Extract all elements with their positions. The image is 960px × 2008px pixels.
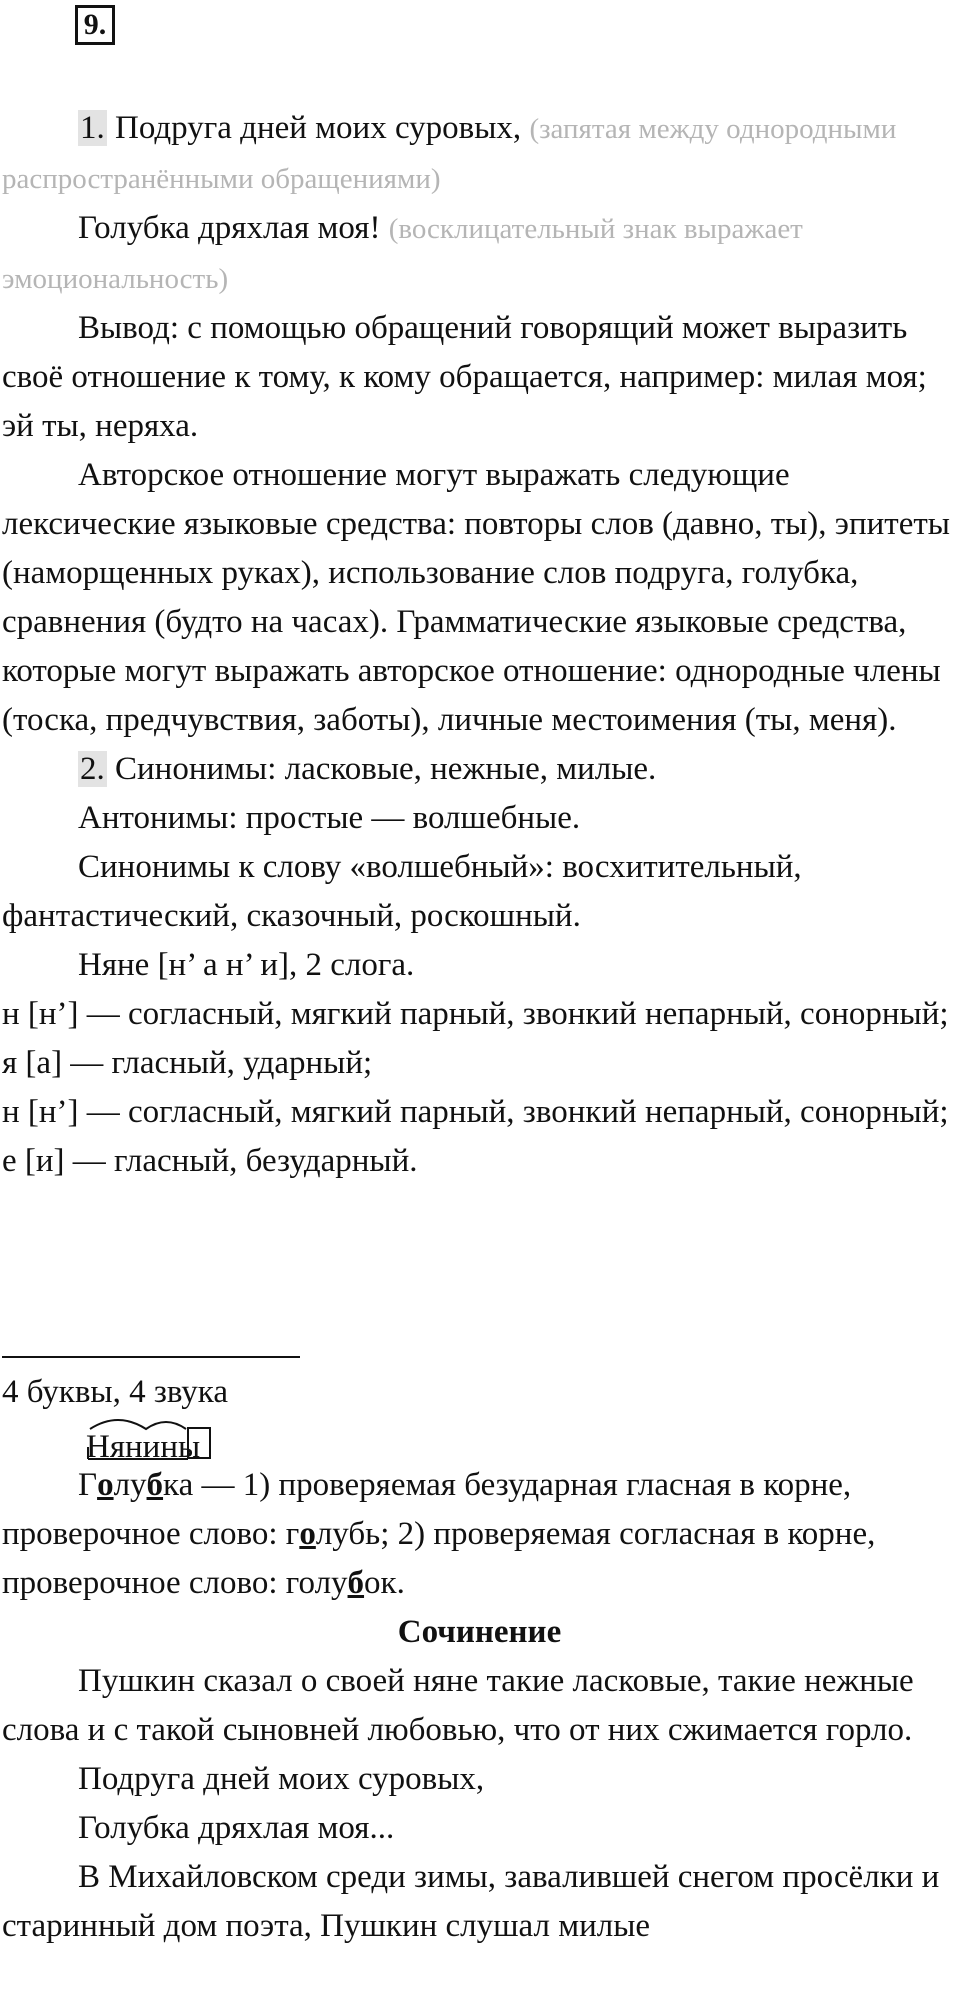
antonyms-line: Антонимы: простые — волшебные. — [78, 800, 581, 836]
conclusion-paragraph: Вывод: с помощью обращений говорящий может выразить своё отношение к тому, к кому обращается, например: милая моя; эй ты, неряха. — [2, 310, 927, 444]
word-ending: ы — [178, 1429, 201, 1465]
phonetic-line: я [а] — гласный, ударный; — [2, 1045, 373, 1081]
ending-box-mark — [188, 1428, 210, 1458]
letters-sounds-count: 4 буквы, 4 звука — [2, 1374, 228, 1410]
essay-quote-line: Голубка дряхлая моя... — [78, 1810, 395, 1846]
synonyms-line: 2. Синонимы: ласковые, нежные, милые. — [80, 751, 657, 787]
quote-line-1: 1. Подруга дней моих суровых, (запятая между однородными распространёнными обращениями) — [2, 110, 897, 195]
morpheme-analysis — [2, 1417, 957, 1465]
lower-section — [2, 1368, 957, 1951]
root-arc-mark — [90, 1420, 186, 1429]
phonetic-line: н [н’] — согласный, мягкий парный, звонкий непарный, сонорный; — [2, 1094, 949, 1130]
word-stem: Нянин — [86, 1429, 178, 1465]
essay-quote-line: Подруга дней моих суровых, — [78, 1761, 485, 1797]
spelling-paragraph: Голубка — 1) проверяемая безударная гласная в корне, проверочное слово: голубь; 2) проверяемая согласная в корне, проверочное слово: голубок. — [2, 1467, 876, 1601]
spelling-highlight: б — [347, 1565, 365, 1601]
footnote-divider — [2, 1356, 300, 1358]
spelling-highlight: о — [299, 1516, 316, 1552]
item-marker-2: 2. — [80, 751, 105, 787]
phonetic-heading: Няне [н’ а н’ и], 2 слога. — [78, 947, 415, 983]
quote-line-2: Голубка дряхлая моя! (восклицательный знак выражает эмоциональность) — [2, 210, 803, 295]
essay-paragraph: Пушкин сказал о своей няне такие ласковые, такие нежные слова и с такой сыновней любовью, что от них сжимается горло. — [2, 1663, 914, 1748]
item-marker-1: 1. — [80, 110, 105, 146]
morpheme-word — [86, 1417, 201, 1465]
answer-section — [2, 104, 957, 1186]
essay-title: Сочинение — [397, 1614, 562, 1650]
magic-synonyms-line: Синонимы к слову «волшебный»: восхитительный, фантастический, сказочный, роскошный. — [2, 849, 802, 934]
task-number-box: 9. — [75, 5, 115, 45]
author-attitude-paragraph: Авторское отношение могут выражать следующие лексические языковые средства: повторы слов (давно, ты), эпитеты (наморщенных руках), использование слов подруга, голубка, сравнения (будто на часах). Грамматические языковые средства, которые могут выражать авторское отношение: однородные члены (тоска, предчувствия, заботы), личные местоимения (ты, меня). — [2, 457, 950, 738]
spelling-highlight: б — [146, 1467, 164, 1503]
punctuation-note-2: (восклицательный знак выражает эмоциональность) — [2, 213, 803, 295]
phonetic-line: е [и] — гласный, безударный. — [2, 1143, 418, 1179]
punctuation-note-1: (запятая между однородными распространёнными обращениями) — [2, 113, 897, 195]
essay-paragraph: В Михайловском среди зимы, завалившей снегом просёлки и старинный дом поэта, Пушкин слушал милые — [2, 1859, 940, 1944]
spelling-highlight: о — [97, 1467, 114, 1503]
morpheme-marks — [86, 1417, 216, 1461]
phonetic-line: н [н’] — согласный, мягкий парный, звонкий непарный, сонорный; — [2, 996, 949, 1032]
